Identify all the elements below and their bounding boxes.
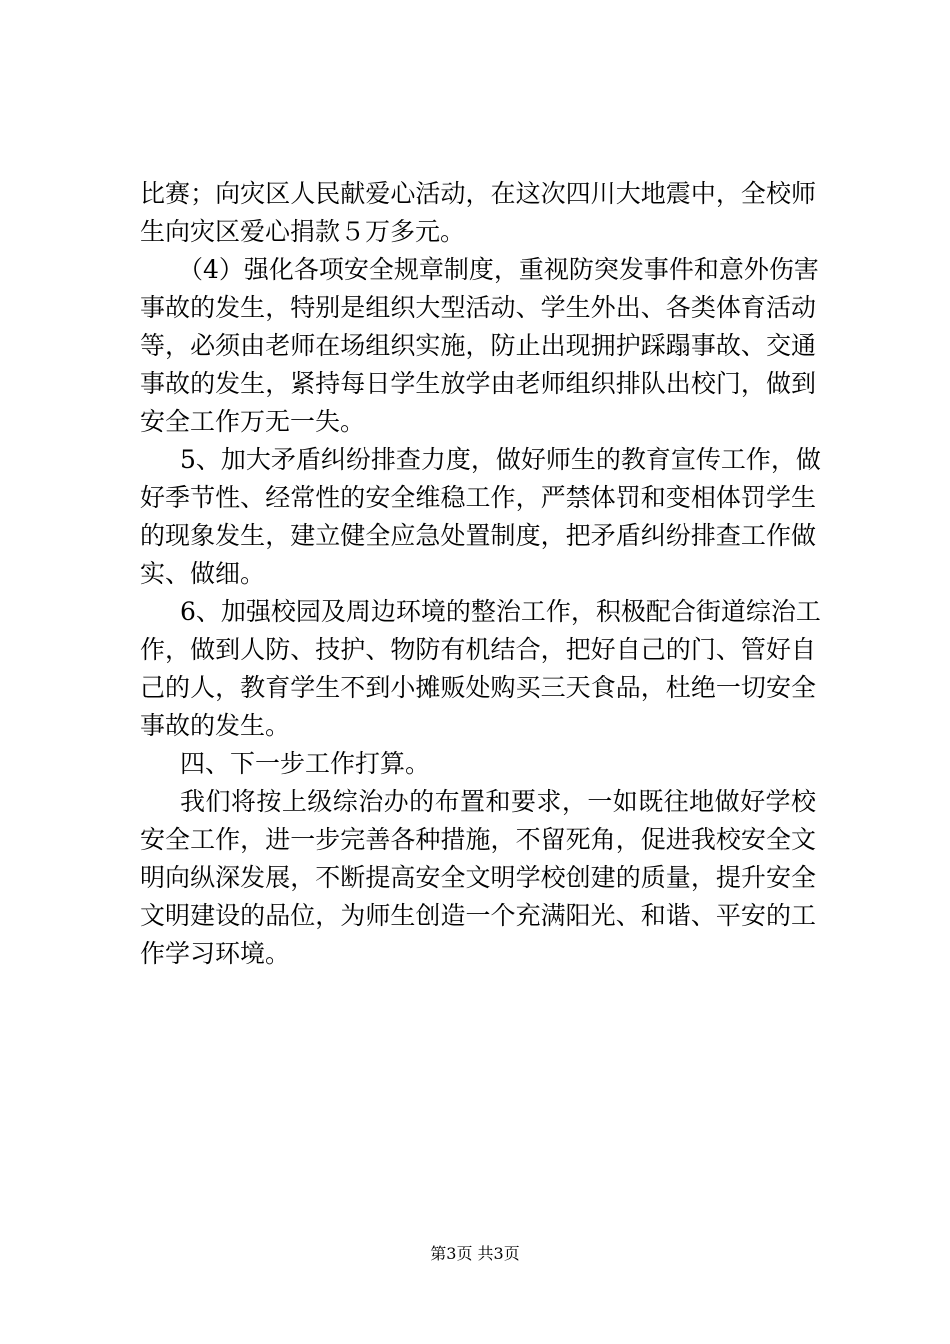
text-line: 等，必须由老师在场组织实施，防止出现拥护踩蹋事故、交通 bbox=[140, 331, 816, 360]
document-body bbox=[140, 175, 821, 973]
text-line: 明向纵深发展，不断提高安全文明学校创建的质量，提升安全 bbox=[140, 863, 816, 892]
text-line: 作，做到人防、技护、物防有机结合，把好自己的门、管好自 bbox=[140, 635, 816, 664]
text-line: 实、做细。 bbox=[140, 559, 266, 588]
text-line: 事故的发生。 bbox=[140, 711, 291, 740]
text-line: 我们将按上级综治办的布置和要求，一如既往地做好学校 bbox=[180, 787, 816, 816]
text-line: 事故的发生，紧持每日学生放学由老师组织排队出校门，做到 bbox=[140, 369, 816, 398]
text-line: 文明建设的品位，为师生创造一个充满阳光、和谐、平安的工 bbox=[140, 901, 816, 930]
text-line: 比赛；向灾区人民献爱心活动，在这次四川大地震中，全校师 bbox=[140, 179, 816, 208]
text-line: 的现象发生，建立健全应急处置制度，把矛盾纠纷排查工作做 bbox=[140, 521, 816, 550]
text-line: 作学习环境。 bbox=[140, 939, 291, 968]
text-line: 生向灾区爱心捐款５万多元。 bbox=[140, 217, 466, 246]
text-line: 安全工作，进一步完善各种措施，不留死角，促进我校安全文 bbox=[140, 825, 816, 854]
text-line: 5、加大矛盾纠纷排查力度，做好师生的教育宣传工作，做 bbox=[180, 445, 821, 474]
text-line: 己的人，教育学生不到小摊贩处购买三天食品，杜绝一切安全 bbox=[140, 673, 816, 702]
section-heading: 四、下一步工作打算。 bbox=[180, 749, 431, 778]
page-number-footer: 第3页 共3页 bbox=[430, 1244, 520, 1263]
text-line: 好季节性、经常性的安全维稳工作，严禁体罚和变相体罚学生 bbox=[140, 483, 816, 512]
text-line: 安全工作万无一失。 bbox=[140, 407, 366, 436]
text-line: （4）强化各项安全规章制度，重视防突发事件和意外伤害 bbox=[178, 255, 819, 284]
text-line: 6、加强校园及周边环境的整治工作，积极配合街道综治工 bbox=[180, 597, 821, 626]
text-line: 事故的发生，特别是组织大型活动、学生外出、各类体育活动 bbox=[140, 293, 816, 322]
